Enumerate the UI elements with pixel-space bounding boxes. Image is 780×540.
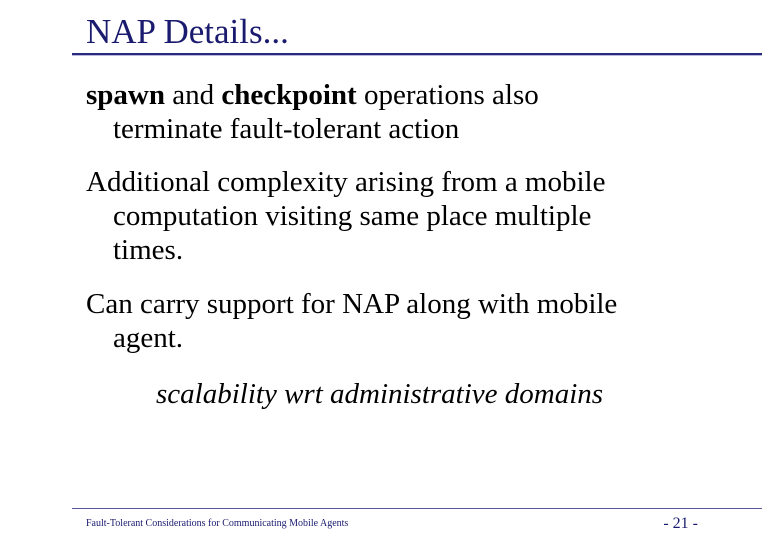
bullet-line: Additional complexity arising from a mobile: [86, 166, 606, 198]
sub-point: scalability wrt administrative domains: [156, 378, 604, 410]
bullet-line: terminate fault-tolerant action: [113, 113, 460, 145]
bullet-item: [86, 165, 605, 267]
bullet-item: [86, 287, 617, 355]
footer-divider: [72, 508, 762, 509]
bullet-item: [86, 78, 539, 146]
keyword-spawn: spawn: [86, 79, 165, 111]
bullet-line: Can carry support for NAP along with mobile: [86, 288, 618, 320]
bullet-text: and: [165, 79, 222, 111]
page-number: - 21 -: [663, 515, 698, 532]
bullet-line: [86, 79, 539, 111]
footer-text: Fault-Tolerant Considerations for Communicating Mobile Agents: [86, 518, 349, 529]
slide-title: NAP Details...: [86, 12, 289, 51]
keyword-checkpoint: checkpoint: [221, 79, 357, 111]
bullet-text: operations also: [356, 79, 539, 111]
bullet-line: times.: [113, 234, 184, 266]
title-divider: [72, 53, 762, 55]
bullet-line: agent.: [113, 322, 184, 354]
bullet-line: computation visiting same place multiple: [113, 200, 592, 232]
